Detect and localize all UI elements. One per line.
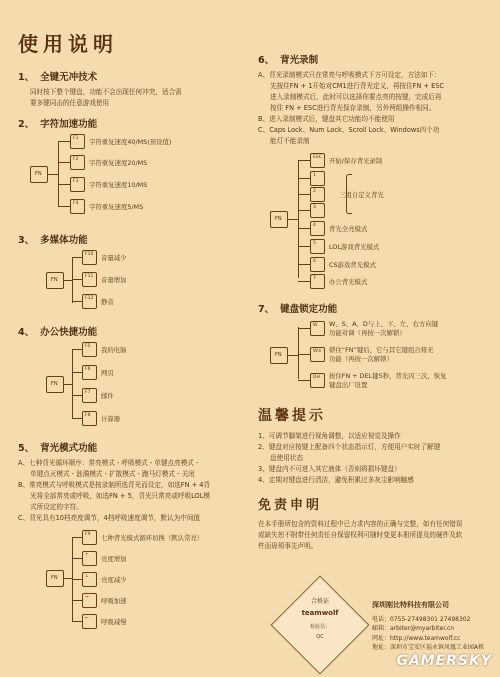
text-line: C、背光具有10档亮度调节，4档呼吸速度调节，默认为中间值 bbox=[18, 514, 201, 522]
tip-line: 2、键盘对应按键上配备四个状态指示灯，方便用户实时了解键 bbox=[258, 443, 441, 451]
key-row bbox=[72, 572, 127, 587]
key-row bbox=[58, 199, 143, 214]
key-function-label: 网页 bbox=[101, 369, 114, 377]
key-row bbox=[298, 345, 434, 363]
num7-key-icon: 7 bbox=[310, 274, 325, 289]
key-function-label: 音量减少 bbox=[101, 254, 127, 262]
f10-key-icon: F10 bbox=[82, 250, 97, 265]
company-name: 深圳刚比特科技有限公司 bbox=[372, 601, 449, 609]
key-function-label: 字符重复速度10/MS bbox=[89, 181, 148, 189]
key-function-label: 计算器 bbox=[101, 415, 121, 423]
key-row bbox=[72, 342, 127, 357]
f9-key-icon: F9 bbox=[82, 530, 97, 545]
key-function-label: 锁住“FN”键后，它与其它键组合将无 bbox=[329, 346, 434, 354]
qc-seal-text bbox=[280, 596, 360, 640]
section-number: 1、 bbox=[18, 72, 35, 83]
text-line: B、进入录制模式后，键盘其它功能均不能使用 bbox=[258, 115, 395, 123]
key-function-label: 字符重复速度20/MS bbox=[89, 159, 148, 167]
key-function-label: LOL游戏背光模式 bbox=[329, 243, 380, 251]
section-heading: 键盘锁定功能 bbox=[280, 304, 338, 315]
text-line: 要多键同击的任意游戏使用 bbox=[30, 99, 110, 107]
text-line: 先按住FN + 1开始对CM1进行背光定义，再按住FN + ESC bbox=[270, 82, 445, 90]
section-heading: 全键无冲技术 bbox=[40, 72, 98, 83]
key-function-label: 呼吸减慢 bbox=[101, 618, 127, 626]
text-line: C、Caps Lock、Num Lock、Scroll Lock、Windows四个功 bbox=[258, 126, 440, 134]
fn-key-icon: FN bbox=[46, 272, 64, 289]
section-5 bbox=[18, 440, 250, 630]
num6-key-icon: 6 bbox=[310, 257, 325, 272]
arrow-down-key-icon: ↓ bbox=[82, 572, 97, 587]
f3-key-icon: F3 bbox=[70, 177, 85, 192]
section-number: 5、 bbox=[18, 443, 35, 454]
section-number: 2、 bbox=[18, 119, 35, 130]
section-number: 6、 bbox=[258, 55, 275, 66]
f8-key-icon: F8 bbox=[82, 411, 97, 426]
key-row bbox=[72, 530, 203, 545]
page-title: 使用说明 bbox=[18, 32, 118, 56]
num4-key-icon: 4 bbox=[310, 221, 325, 236]
key-row bbox=[58, 177, 147, 192]
f12-key-icon: F12 bbox=[82, 294, 97, 309]
tip-line: 3、键盘内不可进入其它液体（否则将损坏键盘） bbox=[258, 465, 401, 473]
fn-tree-office bbox=[46, 342, 250, 428]
section-number: 4、 bbox=[18, 327, 35, 338]
key-row bbox=[72, 411, 120, 426]
brand-logo: teamwolf bbox=[301, 609, 339, 617]
watermark: GAMERSKY bbox=[396, 653, 492, 669]
fn-tree-lock bbox=[270, 319, 490, 389]
key-function-label: 亮度减少 bbox=[101, 576, 127, 584]
section-heading: 多媒体功能 bbox=[40, 235, 88, 246]
fn-key-icon: FN bbox=[270, 347, 288, 364]
key-row bbox=[72, 272, 127, 287]
key-row bbox=[298, 203, 325, 218]
key-row bbox=[72, 593, 127, 608]
company-email: 邮箱：arbiter@myarbiter.cn bbox=[372, 625, 455, 632]
f1-key-icon: F1 bbox=[70, 134, 85, 149]
section-2 bbox=[18, 116, 250, 216]
key-row bbox=[298, 171, 325, 186]
key-row bbox=[298, 319, 438, 337]
f2-key-icon: F2 bbox=[70, 155, 85, 170]
company-address: 地址：深圳市宝安区福永镇凤凰工业园A栋 bbox=[372, 644, 485, 651]
f11-key-icon: F11 bbox=[82, 272, 97, 287]
key-row bbox=[298, 274, 367, 289]
num3-key-icon: 3 bbox=[310, 203, 325, 218]
tip-line: 盘使用状态 bbox=[270, 454, 303, 462]
fn-key-icon: FN bbox=[30, 166, 48, 183]
text-line: 能灯不能录制 bbox=[270, 137, 310, 145]
key-function-label: 功能（再按一次解锁） bbox=[329, 355, 393, 363]
num1-key-icon: 1 bbox=[310, 171, 325, 186]
esc-key-icon: ESC bbox=[310, 153, 325, 168]
key-function-label: 字符重复速度40/MS(预设值) bbox=[89, 138, 172, 146]
text-line: 进入录制模式后，此时可以选择你要点亮的按键，完成后再 bbox=[270, 93, 442, 101]
w-key-icon: W bbox=[310, 321, 325, 336]
key-function-label: 开始/保存背光录制 bbox=[329, 157, 383, 165]
disclaimer-heading: 免责申明 bbox=[258, 498, 323, 513]
f6-key-icon: F6 bbox=[82, 365, 97, 380]
text-line: 同时按下整个键盘，功能不会出现任何冲突，适合需 bbox=[30, 88, 182, 96]
section-heading: 背光录制 bbox=[280, 55, 319, 66]
company-phone: 电话：0755-27498301 27498302 bbox=[372, 615, 471, 623]
company-info bbox=[372, 601, 492, 653]
key-row bbox=[298, 239, 379, 254]
tip-line: 4、定期对键盘进行清洁，避免积累过多灰尘影响触感 bbox=[258, 476, 414, 484]
key-row bbox=[298, 187, 384, 202]
f7-key-icon: F7 bbox=[82, 388, 97, 403]
tips-section bbox=[258, 405, 490, 486]
key-function-label: 呼吸加速 bbox=[101, 597, 127, 605]
key-function-label: W、S、A、D与上、下、左、右方向键 bbox=[329, 320, 439, 328]
key-function-label: 亮度增加 bbox=[101, 555, 127, 563]
key-function-label: 办公背光模式 bbox=[329, 278, 368, 286]
key-function-label: CS游戏背光模式 bbox=[329, 261, 376, 269]
win-key-icon: Win bbox=[310, 347, 325, 362]
key-function-label: 我的电脑 bbox=[101, 346, 127, 354]
key-function-label: 邮件 bbox=[101, 392, 114, 400]
text-line: 光将全部常亮或呼吸，如选FN + 5，背光只常亮或呼吸LOL模 bbox=[30, 492, 211, 500]
f4-key-icon: F4 bbox=[70, 199, 85, 214]
key-row bbox=[72, 614, 127, 629]
key-row bbox=[72, 294, 114, 309]
section-4 bbox=[18, 324, 250, 428]
right-column bbox=[258, 52, 490, 552]
key-function-label: 静音 bbox=[101, 298, 114, 306]
fn-tree-backlight bbox=[46, 530, 250, 630]
fn-tree-record bbox=[270, 153, 490, 287]
key-function-label: 键盘出厂设置 bbox=[329, 381, 368, 389]
fn-tree-media bbox=[46, 250, 250, 312]
section-heading: 字符加速功能 bbox=[40, 119, 98, 130]
tip-line: 1、可调节脚架进行视角调整，以适应视觉及操作 bbox=[258, 432, 401, 440]
text-line: 式所设定的字符。 bbox=[30, 503, 83, 511]
key-function-label: 背光全亮模式 bbox=[329, 225, 368, 233]
key-function-label: 三组自定义背光 bbox=[339, 191, 384, 199]
key-function-label: 音量增加 bbox=[101, 276, 127, 284]
fn-key-icon: FN bbox=[46, 376, 64, 393]
arrow-left-key-icon: ← bbox=[82, 614, 97, 629]
section-3 bbox=[18, 232, 250, 312]
disclaimer-section bbox=[258, 494, 490, 552]
seal-code: QC bbox=[316, 634, 324, 640]
section-number: 3、 bbox=[18, 235, 35, 246]
num5-key-icon: 5 bbox=[310, 239, 325, 254]
disclaimer-line: 或缺失恕不附带任何责任自保留权利可随时变更本册所提及的硬件及软 bbox=[258, 531, 463, 539]
key-row bbox=[72, 365, 114, 380]
key-row bbox=[298, 153, 382, 168]
seal-inspector: 检验员： bbox=[309, 624, 330, 630]
section-heading: 办公快捷功能 bbox=[40, 327, 98, 338]
arrow-up-key-icon: ↑ bbox=[82, 551, 97, 566]
text-line: 按住 FN + ESC进行背光保存录制，另外两组操作相同。 bbox=[270, 104, 436, 112]
tips-heading: 温馨提示 bbox=[258, 408, 326, 424]
key-row bbox=[72, 388, 114, 403]
text-line: A、七种背光循环顺序：常亮模式 - 呼吸模式 - 单键点亮模式 - bbox=[18, 459, 199, 467]
text-line: A、背光录制模式只在常亮与呼吸模式下方可设定，方法如下： bbox=[258, 71, 441, 79]
section-6 bbox=[258, 52, 490, 287]
fn-key-icon: FN bbox=[46, 570, 64, 587]
key-row bbox=[72, 551, 127, 566]
section-heading: 背光模式功能 bbox=[40, 443, 98, 454]
key-row bbox=[298, 257, 376, 272]
left-column bbox=[18, 28, 250, 630]
f5-key-icon: F5 bbox=[82, 342, 97, 357]
key-function-label: 七种背光模式循环切换（默认常亮） bbox=[101, 534, 204, 542]
section-7 bbox=[258, 301, 490, 389]
text-line: B、常亮模式与呼吸模式是按录制所选背光而设定，如选FN + 4背 bbox=[18, 481, 211, 489]
section-number: 7、 bbox=[258, 304, 275, 315]
key-row bbox=[58, 155, 147, 170]
arrow-right-key-icon: → bbox=[82, 593, 97, 608]
key-function-label: 字符重复速度5/MS bbox=[89, 203, 144, 211]
key-row bbox=[58, 134, 171, 149]
key-function-label: 按住FN + DEL键5秒，背光闪三次，恢复 bbox=[329, 372, 447, 380]
key-row bbox=[298, 371, 447, 389]
del-key-icon: Del bbox=[310, 373, 325, 388]
section-1 bbox=[18, 69, 250, 109]
key-row bbox=[72, 250, 127, 265]
fn-key-icon: FN bbox=[270, 211, 288, 228]
text-line: 单键点灭模式 - 涟漪模式 - 扩散模式 - 跑马灯模式 - 关闭 bbox=[30, 470, 195, 478]
disclaimer-line: 在本手册所包含的资料过程中已力求内容的正确与完整，如有任何错误 bbox=[258, 520, 463, 528]
key-row bbox=[298, 221, 367, 236]
company-website: 网址：http://www.teamwolf.cc bbox=[372, 634, 461, 642]
key-function-label: 功能对调（再按一次解锁） bbox=[329, 329, 406, 337]
disclaimer-line: 件而毋须事先声明。 bbox=[258, 542, 318, 550]
fn-tree-speed bbox=[30, 134, 250, 216]
num2-key-icon: 2 bbox=[310, 187, 325, 202]
seal-title: 合格证 bbox=[310, 598, 329, 605]
